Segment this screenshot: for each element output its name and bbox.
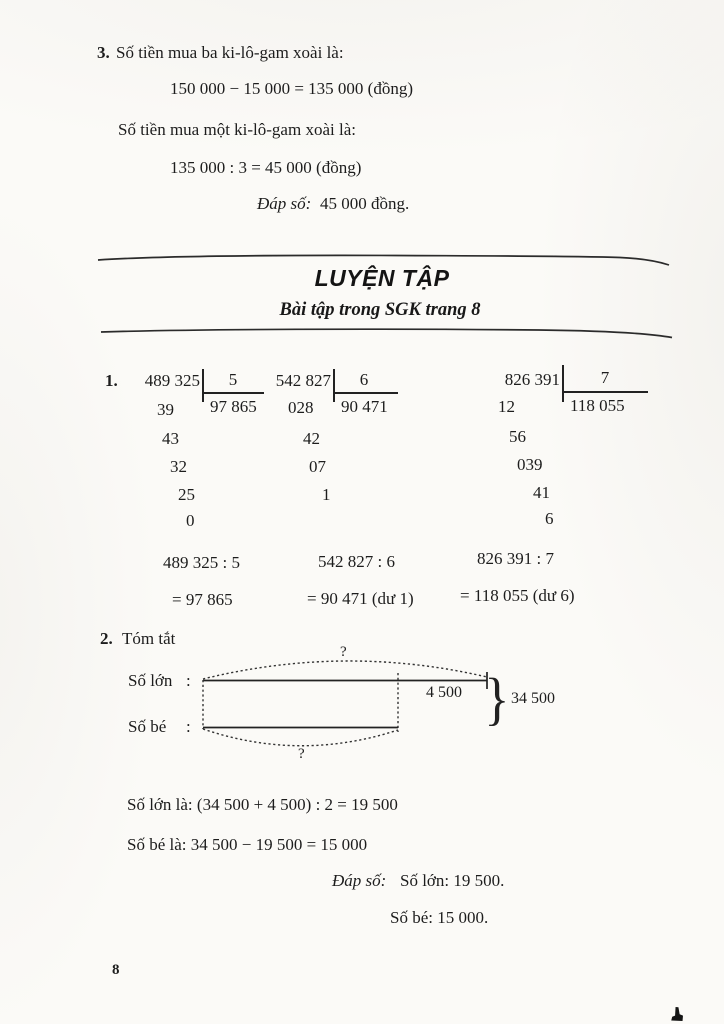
scan-ink-artifact xyxy=(671,1007,683,1021)
top-dotted-arc xyxy=(203,661,487,679)
problem3-calc1: 150 000 − 15 000 = 135 000 (đồng) xyxy=(170,79,413,98)
division1-dividend: 489 325 xyxy=(144,371,200,390)
division3-step: 039 xyxy=(517,455,543,474)
division2-step: 028 xyxy=(288,398,314,417)
division2-expression: 542 827 : 6 xyxy=(318,552,395,571)
problem2-answer-small: Số bé: 15 000. xyxy=(390,908,489,927)
problem3-answer-label: Đáp số: xyxy=(257,194,312,213)
division3-expression: 826 391 : 7 xyxy=(477,549,554,568)
division3-result: = 118 055 (dư 6) xyxy=(460,586,575,605)
division3-quotient: 118 055 xyxy=(570,396,625,415)
division1-step: 32 xyxy=(170,457,187,476)
division1-result: = 97 865 xyxy=(172,590,233,609)
problem3-calc2: 135 000 : 3 = 45 000 (đồng) xyxy=(170,158,362,177)
problem2-answer-label: Đáp số: xyxy=(332,871,387,890)
division3-bar xyxy=(562,365,564,402)
section-subtitle: Bài tập trong SGK trang 8 xyxy=(279,300,481,320)
section-title: LUYỆN TẬP xyxy=(314,265,450,291)
header-bottom-rule xyxy=(99,324,675,342)
division2-step: 07 xyxy=(309,457,326,476)
division1-step: 43 xyxy=(162,429,179,448)
problem2-solution-big: Số lớn là: (34 500 + 4 500) : 2 = 19 500 xyxy=(127,795,398,814)
total-brace: } xyxy=(484,666,510,731)
problem2-number: 2. xyxy=(100,629,113,648)
division2-quotient: 90 471 xyxy=(341,397,388,416)
division3-dividend: 826 391 xyxy=(504,370,560,389)
difference-value: 4 500 xyxy=(426,684,462,701)
bottom-dotted-arc xyxy=(203,729,398,746)
problem3-statement2: Số tiền mua một ki-lô-gam xoài là: xyxy=(118,120,356,139)
division3-step: 12 xyxy=(498,397,515,416)
division3-quotient-rule xyxy=(564,391,648,393)
division1-quotient: 97 865 xyxy=(210,397,257,416)
division3-step: 56 xyxy=(509,427,526,446)
division1-divisor: 5 xyxy=(228,370,238,389)
division1-step: 0 xyxy=(186,511,195,530)
division2-result: = 90 471 (dư 1) xyxy=(307,589,414,608)
small-number-label: Số bé xyxy=(128,717,167,736)
division1-step: 39 xyxy=(157,400,174,419)
big-label-colon: : xyxy=(186,671,191,690)
total-value: 34 500 xyxy=(511,690,555,707)
division1-step: 25 xyxy=(178,485,195,504)
problem2-answer-big: Số lớn: 19 500. xyxy=(400,871,505,890)
problem1-number: 1. xyxy=(105,371,118,390)
problem3-answer-value: 45 000 đồng. xyxy=(320,194,410,213)
small-label-colon: : xyxy=(186,717,191,736)
division3-step: 41 xyxy=(533,483,550,502)
division2-step: 42 xyxy=(303,429,320,448)
big-number-label: Số lớn xyxy=(128,671,173,690)
problem2-solution-small: Số bé là: 34 500 − 19 500 = 15 000 xyxy=(127,835,368,854)
problem3-number: 3. xyxy=(97,43,110,62)
division3-step: 6 xyxy=(545,509,554,528)
division1-quotient-rule xyxy=(203,392,264,394)
top-question-mark: ? xyxy=(340,644,347,660)
problem3-statement1: Số tiền mua ba ki-lô-gam xoài là: xyxy=(116,43,344,62)
division2-quotient-rule xyxy=(334,392,398,394)
division2-step: 1 xyxy=(322,485,331,504)
division1-expression: 489 325 : 5 xyxy=(163,553,240,572)
division2-dividend: 542 827 xyxy=(275,371,331,390)
division3-divisor: 7 xyxy=(600,368,610,387)
problem2-label: Tóm tắt xyxy=(122,629,176,648)
division2-divisor: 6 xyxy=(359,370,369,389)
page-number: 8 xyxy=(112,962,120,978)
bottom-question-mark: ? xyxy=(298,746,305,762)
